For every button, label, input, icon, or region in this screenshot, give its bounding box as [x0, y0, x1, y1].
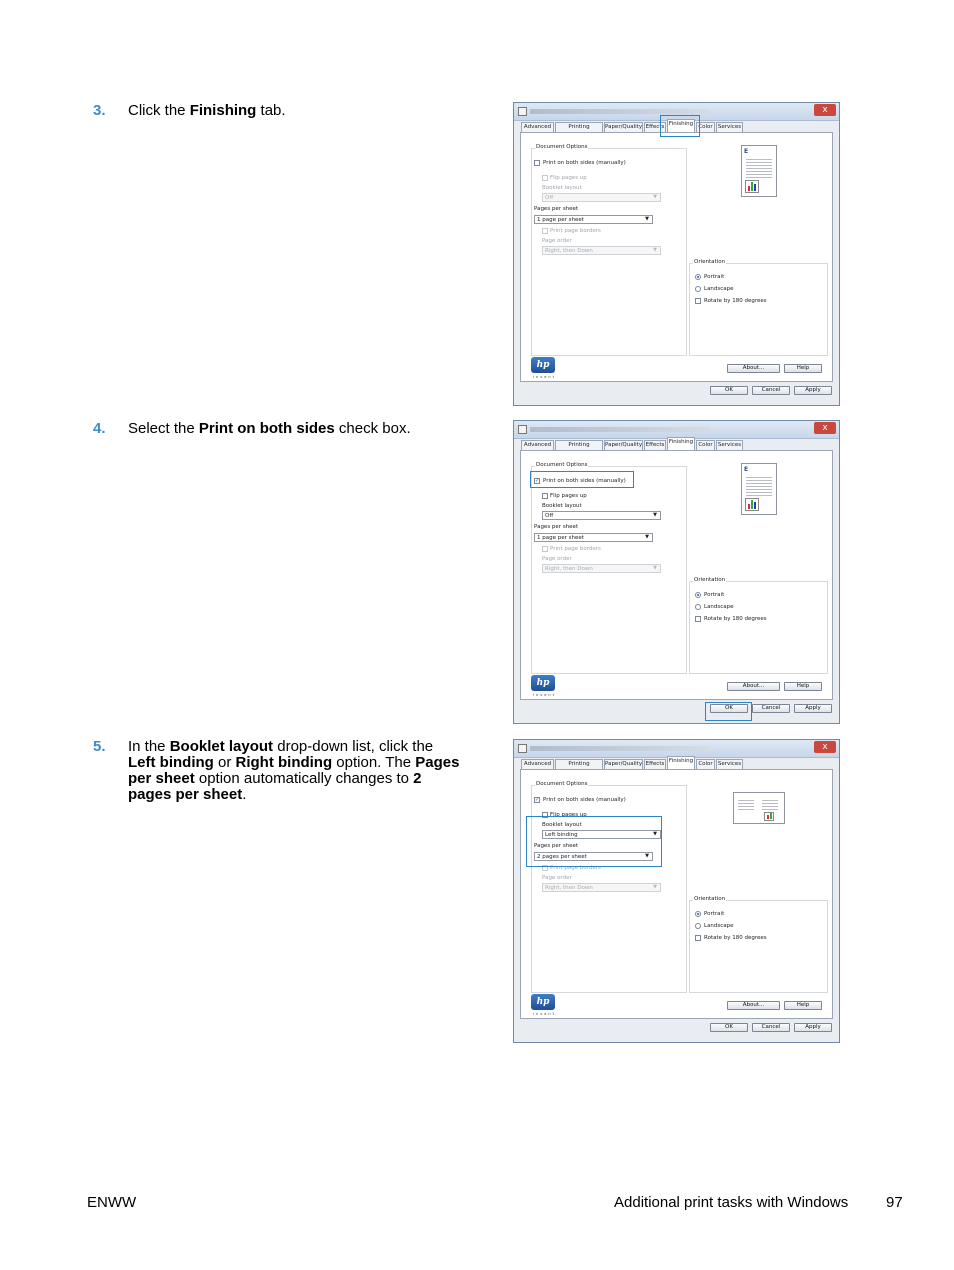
tab-finishing[interactable]: Finishing: [667, 119, 695, 133]
dialog-title-blurred: [530, 746, 710, 751]
finishing-panel: Document Options ✓ Print on both sides (manually) Flip pages up Booklet layout Off ▼ Pages per sheet 1 page per sheet ▼ Print page borders Page order Right, then Down ▼ E Orientation Portrait Landscape Rotate by 180 degrees: [520, 450, 833, 700]
step-number: 3.: [93, 102, 106, 119]
landscape-label: Landscape: [704, 604, 734, 610]
portrait-label: Portrait: [704, 911, 725, 917]
page-order-value: Right, then Down: [545, 248, 593, 254]
pages-per-sheet-value: 1 page per sheet: [537, 217, 584, 223]
tab-printing-shortcuts[interactable]: Printing: [555, 122, 603, 132]
page-order-label: Page order: [542, 556, 572, 562]
printer-icon: [518, 425, 527, 434]
tab-advanced[interactable]: Advanced: [521, 440, 554, 450]
document-options-label: Document Options: [536, 781, 588, 787]
ok-button[interactable]: OK: [710, 386, 748, 395]
about-button[interactable]: About...: [727, 364, 780, 373]
rotate-180-label: Rotate by 180 degrees: [704, 935, 767, 941]
hp-invent-text: invent: [533, 693, 557, 697]
help-button[interactable]: Help: [784, 364, 822, 373]
booklet-layout-label: Booklet layout: [542, 822, 582, 828]
print-page-borders-label: Print page borders: [550, 228, 601, 234]
portrait-radio[interactable]: [695, 592, 701, 598]
page-order-label: Page order: [542, 238, 572, 244]
tab-paper-quality[interactable]: Paper/Quality: [605, 124, 643, 130]
print-page-borders-checkbox[interactable]: [542, 228, 548, 234]
tab-effects[interactable]: Effects: [645, 124, 665, 130]
cancel-button[interactable]: Cancel: [752, 1023, 790, 1032]
portrait-label: Portrait: [704, 274, 725, 280]
step-text: Click the Finishing tab.: [128, 102, 286, 119]
tab-services[interactable]: Services: [717, 124, 742, 130]
print-both-sides-label: Print on both sides (manually): [543, 797, 626, 803]
chevron-down-icon: ▼: [653, 194, 657, 200]
step-text: In the Booklet layout drop-down list, click the Left binding or Right binding option. The Pages per sheet option automatically changes to 2 pages per sheet.: [128, 738, 460, 803]
footer-title: Additional print tasks with Windows: [614, 1194, 849, 1211]
tab-services[interactable]: Services: [717, 442, 742, 448]
page-order-value: Right, then Down: [545, 566, 593, 572]
hp-logo: hp: [531, 675, 555, 691]
print-both-sides-checkbox[interactable]: ✓: [535, 797, 540, 803]
tab-finishing[interactable]: Finishing: [667, 756, 695, 770]
printer-properties-dialog: [513, 420, 840, 724]
chevron-down-icon: ▼: [645, 534, 649, 540]
page-order-dropdown[interactable]: [542, 564, 661, 573]
page-number: 97: [886, 1194, 903, 1211]
landscape-label: Landscape: [704, 923, 734, 929]
pages-per-sheet-dropdown[interactable]: [534, 215, 653, 224]
print-page-borders-checkbox[interactable]: [542, 546, 548, 552]
about-button[interactable]: About...: [727, 1001, 780, 1010]
tab-effects[interactable]: Effects: [645, 761, 665, 767]
step-number: 5.: [93, 738, 106, 755]
step-number: 4.: [93, 420, 106, 437]
highlight-box: [526, 816, 662, 867]
tab-color[interactable]: Color: [696, 759, 715, 769]
apply-button[interactable]: Apply: [794, 386, 832, 395]
step-text: Select the Print on both sides check box.: [128, 420, 411, 437]
booklet-layout-dropdown[interactable]: [542, 193, 661, 202]
landscape-radio[interactable]: [695, 604, 701, 610]
portrait-radio[interactable]: [695, 911, 701, 917]
chevron-down-icon: ▼: [645, 216, 649, 222]
chevron-down-icon: ▼: [653, 512, 657, 518]
flip-pages-up-label: Flip pages up: [550, 812, 587, 818]
pages-per-sheet-value: 1 page per sheet: [537, 535, 584, 541]
printer-properties-dialog: [513, 739, 840, 1043]
tab-finishing[interactable]: Finishing: [667, 437, 695, 451]
tab-advanced[interactable]: Advanced: [521, 759, 554, 769]
page-order-dropdown[interactable]: [542, 246, 661, 255]
portrait-radio[interactable]: [695, 274, 701, 280]
rotate-180-label: Rotate by 180 degrees: [704, 616, 767, 622]
flip-pages-up-checkbox[interactable]: [542, 493, 548, 499]
orientation-label: Orientation: [694, 896, 726, 902]
tab-color[interactable]: Color: [696, 122, 715, 132]
orientation-label: Orientation: [694, 577, 726, 583]
page-order-dropdown[interactable]: [542, 883, 661, 892]
flip-pages-up-label: Flip pages up: [550, 175, 587, 181]
tab-printing-shortcuts[interactable]: Printing: [555, 759, 603, 769]
dialog-title-blurred: [530, 427, 710, 432]
pages-per-sheet-label: Pages per sheet: [534, 206, 579, 212]
printer-icon: [518, 107, 527, 116]
print-both-sides-checkbox[interactable]: [534, 160, 540, 166]
apply-button[interactable]: Apply: [794, 704, 832, 713]
chevron-down-icon: ▼: [653, 565, 657, 571]
tab-color[interactable]: Color: [696, 440, 715, 450]
chevron-down-icon: ▼: [645, 853, 649, 859]
about-button[interactable]: About...: [727, 682, 780, 691]
chevron-down-icon: ▼: [653, 884, 657, 890]
rotate-180-checkbox[interactable]: [695, 298, 701, 304]
rotate-180-checkbox[interactable]: [695, 935, 701, 941]
pages-per-sheet-value: 2 pages per sheet: [537, 854, 587, 860]
booklet-layout-dropdown[interactable]: [542, 511, 661, 520]
page-order-value: Right, then Down: [545, 885, 593, 891]
flip-pages-up-label: Flip pages up: [550, 493, 587, 499]
print-both-sides-checkbox[interactable]: ✓: [535, 478, 540, 484]
booklet-layout-value: Off: [545, 513, 554, 519]
ok-button[interactable]: OK: [710, 1023, 748, 1032]
booklet-layout-value: Off: [545, 195, 554, 201]
hp-logo: hp: [531, 357, 555, 373]
print-page-borders-label: Print page borders: [550, 865, 601, 871]
help-button[interactable]: Help: [784, 1001, 822, 1010]
printer-icon: [518, 744, 527, 753]
finishing-panel: [520, 769, 833, 1019]
cancel-button[interactable]: Cancel: [752, 704, 790, 713]
tab-effects[interactable]: Effects: [645, 442, 665, 448]
hp-invent-text: invent: [533, 1012, 557, 1016]
print-both-sides-label: Print on both sides (manually): [543, 478, 626, 484]
highlight-box: [660, 115, 700, 137]
chevron-down-icon: ▼: [653, 831, 657, 837]
tab-advanced[interactable]: Advanced: [521, 122, 554, 132]
close-button[interactable]: x: [814, 104, 836, 116]
finishing-panel: Document Options Print on both sides (manually) Flip pages up Booklet layout Off ▼ Pages per sheet 1 page per sheet ▼ Print page borders Page order Right, then Down ▼ E Orientation Portrait Landscape Rotate by 180 degrees: [520, 132, 833, 382]
pages-per-sheet-label: Pages per sheet: [534, 524, 579, 530]
close-button[interactable]: x: [814, 422, 836, 434]
booklet-layout-label: Booklet layout: [542, 503, 582, 509]
landscape-radio[interactable]: [695, 923, 701, 929]
document-options-label: Document Options: [536, 144, 588, 150]
tab-paper-quality[interactable]: Paper/Quality: [605, 761, 643, 767]
rotate-180-label: Rotate by 180 degrees: [704, 298, 767, 304]
help-button[interactable]: Help: [784, 682, 822, 691]
document-options-label: Document Options: [536, 462, 588, 468]
hp-invent-text: invent: [533, 375, 557, 379]
pages-per-sheet-dropdown[interactable]: [534, 533, 653, 542]
portrait-label: Portrait: [704, 592, 725, 598]
flip-pages-up-checkbox[interactable]: [542, 175, 548, 181]
cancel-button[interactable]: Cancel: [752, 386, 790, 395]
apply-button[interactable]: Apply: [794, 1023, 832, 1032]
booklet-layout-value: Left binding: [545, 832, 578, 838]
pages-per-sheet-label: Pages per sheet: [534, 843, 579, 849]
footer-left: ENWW: [87, 1194, 137, 1211]
ok-button[interactable]: OK: [710, 704, 748, 713]
landscape-radio[interactable]: [695, 286, 701, 292]
tab-services[interactable]: Services: [717, 761, 742, 767]
print-both-sides-label: Print on both sides (manually): [543, 160, 626, 166]
orientation-label: Orientation: [694, 259, 726, 265]
booklet-layout-label: Booklet layout: [542, 185, 582, 191]
tab-paper-quality[interactable]: Paper/Quality: [605, 442, 643, 448]
page-order-label: Page order: [542, 875, 572, 881]
highlight-box: [530, 471, 634, 488]
close-button[interactable]: x: [814, 741, 836, 753]
highlight-box: [705, 702, 752, 721]
hp-logo: hp: [531, 994, 555, 1010]
chevron-down-icon: ▼: [653, 247, 657, 253]
tab-printing-shortcuts[interactable]: Printing: [555, 440, 603, 450]
print-page-borders-label: Print page borders: [550, 546, 601, 552]
rotate-180-checkbox[interactable]: [695, 616, 701, 622]
printer-properties-dialog: [513, 102, 840, 406]
dialog-title-blurred: [530, 109, 710, 114]
landscape-label: Landscape: [704, 286, 734, 292]
